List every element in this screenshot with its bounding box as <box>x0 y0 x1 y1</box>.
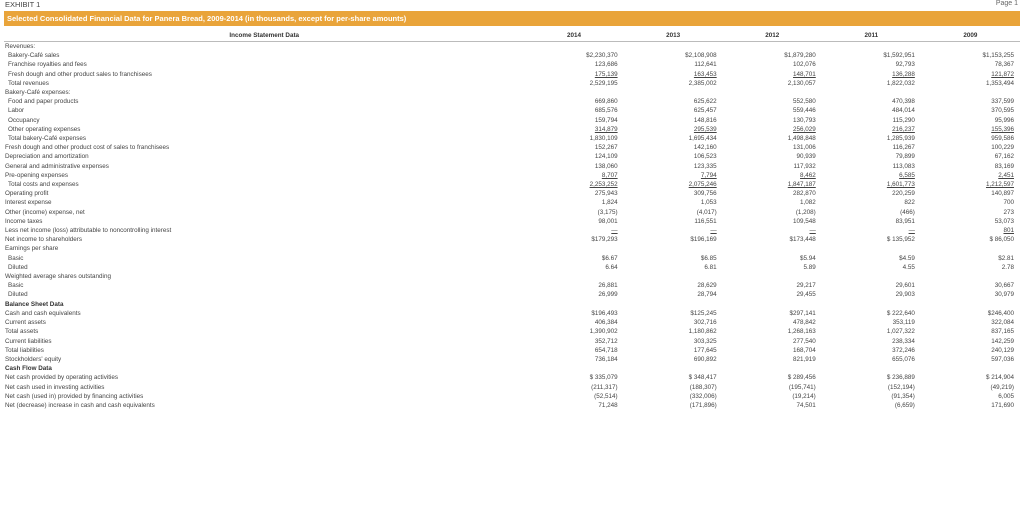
value-cell: 2,529,195 <box>589 79 618 87</box>
value-cell: $ 135,952 <box>886 236 915 244</box>
value-cell: 29,903 <box>895 291 915 299</box>
value-cell: 142,259 <box>991 337 1014 345</box>
value-cell: 26,999 <box>598 291 618 299</box>
value-cell: 700 <box>1003 199 1014 207</box>
table-row <box>4 309 1020 318</box>
year-header: 2014 <box>525 30 624 42</box>
value-cell: 112,641 <box>694 61 717 69</box>
row-label: Earnings per share <box>5 245 59 253</box>
value-cell: (91,354) <box>891 392 915 400</box>
value-cell: 136,288 <box>892 70 915 78</box>
value-cell: 67,162 <box>994 153 1014 161</box>
value-cell: $2,230,370 <box>586 52 618 60</box>
value-cell <box>525 300 624 309</box>
row-label: Current assets <box>5 319 46 327</box>
value-cell: $ 335,079 <box>589 374 618 382</box>
row-label: Bakery-Café expenses: <box>5 89 71 97</box>
value-cell: 559,446 <box>793 107 816 115</box>
row-label: Food and paper products <box>8 98 79 106</box>
row-label: Labor <box>8 107 25 115</box>
value-cell: 669,860 <box>594 98 618 106</box>
value-cell: (152,194) <box>887 383 915 391</box>
value-cell: 159,794 <box>594 116 618 124</box>
row-label: Cash and cash equivalents <box>5 309 81 317</box>
row-label: Weighted average shares outstanding <box>5 273 111 281</box>
table-row <box>4 189 1020 198</box>
value-cell: 115,290 <box>892 116 915 124</box>
value-cell: (4,017) <box>696 208 717 216</box>
value-cell: 26,881 <box>598 282 618 290</box>
value-cell: 552,580 <box>793 98 816 106</box>
row-label: Operating profit <box>5 190 49 198</box>
value-cell <box>822 272 921 281</box>
value-cell: 130,793 <box>793 116 816 124</box>
value-cell: 625,622 <box>693 98 717 106</box>
value-cell <box>525 272 624 281</box>
row-label: General and administrative expenses <box>5 162 109 170</box>
value-cell: 1,268,163 <box>787 328 816 336</box>
row-label: Net income to shareholders <box>5 236 83 244</box>
row-label: Bakery-Café sales <box>8 52 60 60</box>
value-cell: 100,229 <box>991 144 1014 152</box>
value-cell <box>921 244 1020 253</box>
row-label: Income taxes <box>5 217 43 225</box>
value-cell: (49,219) <box>990 383 1014 391</box>
table-title-bar: Selected Consolidated Financial Data for Panera Bread, 2009-2014 (in thousands, except for per-share amounts) <box>4 11 1020 26</box>
value-cell: 370,595 <box>991 107 1014 115</box>
value-cell: (19,214) <box>792 392 816 400</box>
value-cell: 175,139 <box>594 70 618 78</box>
value-cell <box>921 42 1020 52</box>
value-cell: 142,160 <box>693 144 717 152</box>
value-cell: (466) <box>900 208 915 216</box>
value-cell: 822 <box>904 199 915 207</box>
row-label: Less net income (loss) attributable to noncontrolling interest <box>5 227 172 235</box>
table-row <box>4 97 1020 106</box>
value-cell: 2,385,002 <box>688 79 717 87</box>
row-label: Net cash provided by operating activities <box>5 374 119 382</box>
value-cell: 30,667 <box>994 282 1014 290</box>
table-row <box>4 373 1020 382</box>
row-label: Other operating expenses <box>8 125 81 133</box>
value-cell: $173,448 <box>789 236 816 244</box>
row-label: Occupancy <box>8 116 40 124</box>
value-cell <box>525 244 624 253</box>
table-row <box>4 254 1020 263</box>
value-cell: 282,870 <box>793 190 816 198</box>
value-cell <box>822 42 921 52</box>
value-cell: 1,830,109 <box>589 135 618 143</box>
value-cell: — <box>809 227 816 235</box>
value-cell <box>921 364 1020 373</box>
value-cell <box>624 244 723 253</box>
value-cell: 1,824 <box>601 199 618 207</box>
value-cell <box>624 42 723 52</box>
value-cell: $1,153,255 <box>982 52 1014 60</box>
table-row <box>4 88 1020 97</box>
value-cell: 71,248 <box>598 401 618 409</box>
value-cell: $ 222,640 <box>886 309 915 317</box>
value-cell: 736,184 <box>594 355 618 363</box>
value-cell: $297,141 <box>789 309 816 317</box>
value-cell <box>525 42 624 52</box>
table-row <box>4 226 1020 235</box>
value-cell: $1,592,951 <box>883 52 915 60</box>
value-cell: 113,083 <box>892 162 915 170</box>
value-cell: 275,943 <box>594 190 618 198</box>
value-cell: (332,006) <box>689 392 717 400</box>
value-cell: 1,180,862 <box>688 328 717 336</box>
value-cell: 140,897 <box>991 190 1014 198</box>
value-cell: 6,585 <box>899 171 915 179</box>
value-cell <box>525 88 624 97</box>
value-cell: 131,006 <box>793 144 816 152</box>
value-cell: 83,951 <box>895 217 915 225</box>
value-cell: $ 348,417 <box>688 374 717 382</box>
value-cell: $ 289,456 <box>787 374 816 382</box>
year-header: 2011 <box>822 30 921 42</box>
table-row <box>4 244 1020 253</box>
value-cell: 314,879 <box>594 125 618 133</box>
table-row <box>4 383 1020 392</box>
table-row <box>4 346 1020 355</box>
table-row <box>4 337 1020 346</box>
value-cell: 7,794 <box>700 171 717 179</box>
row-label: Total assets <box>5 328 39 336</box>
value-cell: 337,599 <box>991 98 1014 106</box>
value-cell: $ 236,889 <box>886 374 915 382</box>
value-cell: 102,076 <box>793 61 816 69</box>
value-cell: 220,259 <box>892 190 915 198</box>
row-label: Total costs and expenses <box>8 181 79 189</box>
value-cell: 6.81 <box>704 263 717 271</box>
value-cell <box>723 88 822 97</box>
value-cell: 277,540 <box>793 337 816 345</box>
value-cell: $125,245 <box>690 309 717 317</box>
value-cell: 90,939 <box>796 153 816 161</box>
table-header-row <box>4 30 1020 42</box>
row-label: Basic <box>8 254 24 262</box>
value-cell: 478,842 <box>793 319 816 327</box>
financial-data-table <box>4 30 1020 410</box>
table-row <box>4 42 1020 52</box>
table-row <box>4 180 1020 189</box>
value-cell: 95,996 <box>994 116 1014 124</box>
value-cell: 124,109 <box>594 153 618 161</box>
value-cell: 74,501 <box>796 401 816 409</box>
table-row <box>4 392 1020 401</box>
value-cell: 2,075,246 <box>688 181 717 189</box>
value-cell <box>723 42 822 52</box>
value-cell: 625,457 <box>693 107 717 115</box>
value-cell: 8,462 <box>800 171 816 179</box>
value-cell <box>525 364 624 373</box>
value-cell: 152,267 <box>594 144 618 152</box>
value-cell: 2.78 <box>1001 263 1014 271</box>
row-label: Total liabilities <box>5 346 44 354</box>
value-cell: 4.55 <box>902 263 915 271</box>
statement-header: Income Statement Data <box>4 30 525 42</box>
page-label: Page 1 <box>995 0 1018 7</box>
row-label: Total bakery-Café expenses <box>8 135 87 143</box>
value-cell: $4.59 <box>899 254 915 262</box>
value-cell: 1,847,187 <box>787 181 816 189</box>
value-cell: (6,659) <box>894 401 915 409</box>
value-cell: 98,001 <box>598 217 618 225</box>
value-cell: 8,707 <box>601 171 618 179</box>
value-cell: 1,212,597 <box>985 181 1014 189</box>
value-cell <box>822 300 921 309</box>
value-cell: 309,756 <box>693 190 717 198</box>
value-cell: $2,108,908 <box>685 52 717 60</box>
value-cell: 168,704 <box>793 346 816 354</box>
value-cell: 30,979 <box>994 291 1014 299</box>
value-cell: 1,053 <box>700 199 717 207</box>
value-cell: 116,551 <box>694 217 717 225</box>
value-cell: 29,455 <box>796 291 816 299</box>
table-row <box>4 217 1020 226</box>
value-cell: 837,165 <box>991 328 1014 336</box>
row-label: Net (decrease) increase in cash and cash equivalents <box>5 401 155 409</box>
value-cell: (211,317) <box>591 383 618 391</box>
value-cell: 273 <box>1003 208 1014 216</box>
table-row <box>4 208 1020 217</box>
value-cell: 148,701 <box>793 70 816 78</box>
table-row <box>4 235 1020 244</box>
table-row <box>4 281 1020 290</box>
value-cell: 123,686 <box>594 61 618 69</box>
row-label: Depreciation and amortization <box>5 153 89 161</box>
row-label: Fresh dough and other product sales to franchisees <box>8 70 152 78</box>
table-row <box>4 51 1020 60</box>
value-cell <box>822 244 921 253</box>
value-cell: (195,741) <box>788 383 816 391</box>
value-cell: 6.64 <box>605 263 618 271</box>
value-cell: 303,325 <box>693 337 717 345</box>
value-cell: 352,712 <box>594 337 618 345</box>
value-cell: 353,119 <box>892 319 915 327</box>
value-cell <box>723 244 822 253</box>
value-cell: 121,872 <box>991 70 1014 78</box>
row-label: Other (income) expense, net <box>5 208 85 216</box>
value-cell: 138,060 <box>594 162 618 170</box>
value-cell: 29,217 <box>796 282 816 290</box>
row-label: Revenues: <box>5 43 36 50</box>
table-row <box>4 300 1020 309</box>
value-cell: 83,169 <box>994 162 1014 170</box>
value-cell <box>723 364 822 373</box>
table-row <box>4 263 1020 272</box>
value-cell: 597,036 <box>991 355 1014 363</box>
value-cell: 2,451 <box>998 171 1014 179</box>
value-cell: $179,293 <box>591 236 618 244</box>
table-row <box>4 70 1020 79</box>
row-label: Interest expense <box>5 199 52 207</box>
table-row <box>4 143 1020 152</box>
value-cell <box>921 272 1020 281</box>
value-cell: 1,285,939 <box>886 135 915 143</box>
row-label: Current liabilities <box>5 337 52 345</box>
year-header: 2012 <box>723 30 822 42</box>
value-cell: 655,076 <box>892 355 915 363</box>
exhibit-label: EXHIBIT 1 <box>5 0 41 9</box>
value-cell: 2,253,252 <box>589 181 618 189</box>
value-cell: 79,899 <box>895 153 915 161</box>
table-row <box>4 401 1020 410</box>
value-cell <box>921 88 1020 97</box>
value-cell: 163,453 <box>693 70 717 78</box>
value-cell: (171,896) <box>689 401 717 409</box>
value-cell: (52,514) <box>594 392 618 400</box>
value-cell: 6,005 <box>998 392 1014 400</box>
value-cell: 92,793 <box>895 61 915 69</box>
row-label: Cash Flow Data <box>5 365 52 373</box>
row-label: Franchise royalties and fees <box>8 61 87 69</box>
value-cell: 216,237 <box>892 125 915 133</box>
value-cell: 28,629 <box>697 282 717 290</box>
value-cell: $5.94 <box>800 254 816 262</box>
value-cell <box>921 300 1020 309</box>
row-label: Net cash (used in) provided by financing activities <box>5 392 144 400</box>
value-cell: 1,027,322 <box>886 328 915 336</box>
value-cell: $6.67 <box>601 254 618 262</box>
value-cell: — <box>908 227 915 235</box>
value-cell: 295,539 <box>693 125 717 133</box>
value-cell: $1,879,280 <box>784 52 816 60</box>
value-cell: 116,267 <box>892 144 915 152</box>
table-row <box>4 152 1020 161</box>
value-cell: $196,493 <box>591 309 618 317</box>
value-cell: 106,523 <box>693 153 717 161</box>
table-row <box>4 162 1020 171</box>
value-cell: $ 86,050 <box>989 236 1014 244</box>
table-row <box>4 116 1020 125</box>
value-cell: $ 214,904 <box>985 374 1014 382</box>
value-cell: 801 <box>1003 227 1014 235</box>
row-label: Basic <box>8 282 24 290</box>
table-row <box>4 318 1020 327</box>
value-cell <box>624 300 723 309</box>
row-label: Balance Sheet Data <box>5 300 64 308</box>
value-cell: 256,029 <box>793 125 816 133</box>
value-cell: 1,601,773 <box>886 181 915 189</box>
value-cell <box>624 88 723 97</box>
value-cell: 29,601 <box>895 282 915 290</box>
value-cell: 1,695,434 <box>688 135 717 143</box>
value-cell: $196,169 <box>690 236 717 244</box>
value-cell: 406,384 <box>594 319 618 327</box>
table-row <box>4 327 1020 336</box>
value-cell: 155,396 <box>991 125 1014 133</box>
value-cell: — <box>611 227 618 235</box>
row-label: Total revenues <box>8 79 49 87</box>
row-label: Pre-opening expenses <box>5 171 69 179</box>
value-cell: $6.85 <box>700 254 717 262</box>
value-cell: (1,208) <box>795 208 816 216</box>
value-cell: 238,334 <box>892 337 915 345</box>
value-cell <box>822 88 921 97</box>
year-header: 2009 <box>921 30 1020 42</box>
table-row <box>4 198 1020 207</box>
value-cell <box>624 272 723 281</box>
table-row <box>4 79 1020 88</box>
value-cell: 685,576 <box>594 107 618 115</box>
row-label: Diluted <box>8 263 28 271</box>
value-cell <box>723 272 822 281</box>
value-cell: 959,586 <box>991 135 1014 143</box>
row-label: Fresh dough and other product cost of sales to franchisees <box>5 144 170 152</box>
value-cell: $246,400 <box>987 309 1014 317</box>
value-cell: 5.89 <box>803 263 816 271</box>
value-cell: 177,645 <box>693 346 717 354</box>
table-row <box>4 60 1020 69</box>
value-cell: 484,014 <box>892 107 915 115</box>
value-cell: 78,367 <box>994 61 1014 69</box>
value-cell: 2,130,057 <box>787 79 816 87</box>
table-row <box>4 364 1020 373</box>
value-cell: 1,498,848 <box>787 135 816 143</box>
value-cell: 322,084 <box>991 319 1014 327</box>
value-cell: 171,690 <box>991 401 1014 409</box>
value-cell <box>822 364 921 373</box>
value-cell: 372,246 <box>892 346 915 354</box>
value-cell <box>723 300 822 309</box>
table-row <box>4 272 1020 281</box>
table-row <box>4 171 1020 180</box>
table-row <box>4 134 1020 143</box>
table-row <box>4 290 1020 299</box>
row-label: Net cash used in investing activities <box>5 383 105 391</box>
value-cell: (188,307) <box>689 383 717 391</box>
value-cell: 654,718 <box>594 346 618 354</box>
value-cell: 53,073 <box>994 217 1014 225</box>
value-cell: 28,794 <box>697 291 717 299</box>
value-cell: 123,335 <box>693 162 717 170</box>
value-cell: 470,398 <box>892 98 915 106</box>
value-cell: (3,175) <box>597 208 618 216</box>
value-cell: 690,892 <box>693 355 717 363</box>
value-cell: 1,822,032 <box>886 79 915 87</box>
value-cell: $2.81 <box>998 254 1014 262</box>
row-label: Diluted <box>8 291 28 299</box>
value-cell: 117,932 <box>793 162 816 170</box>
year-header: 2013 <box>624 30 723 42</box>
value-cell: 1,353,494 <box>985 79 1014 87</box>
table-row <box>4 106 1020 115</box>
table-body <box>4 42 1020 411</box>
value-cell <box>624 364 723 373</box>
value-cell: 302,716 <box>693 319 717 327</box>
value-cell: 1,390,902 <box>589 328 618 336</box>
table-row <box>4 355 1020 364</box>
value-cell: 821,919 <box>793 355 816 363</box>
value-cell: 1,082 <box>800 199 816 207</box>
value-cell: 109,548 <box>793 217 816 225</box>
row-label: Stockholders' equity <box>5 355 62 363</box>
value-cell: 148,816 <box>693 116 717 124</box>
value-cell: — <box>710 227 717 235</box>
table-row <box>4 125 1020 134</box>
value-cell: 240,129 <box>991 346 1014 354</box>
